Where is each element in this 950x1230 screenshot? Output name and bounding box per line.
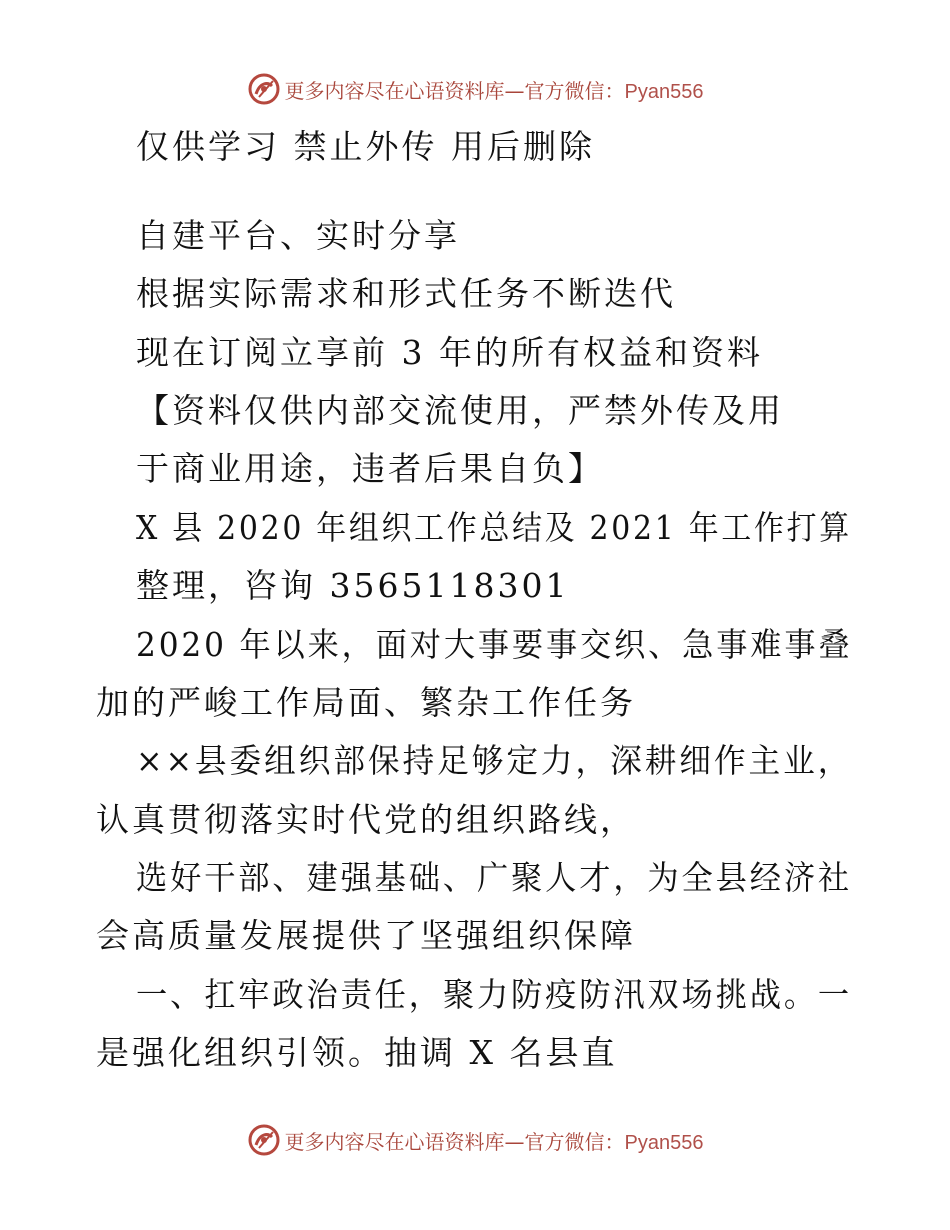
watermark-text [285,1126,704,1155]
platform-line: 自建平台、实时分享 [136,216,460,255]
paragraph-3-line-2: 会高质量发展提供了坚强组织保障 [96,916,636,955]
header-watermark [0,72,950,106]
watermark-separator: — [504,78,525,103]
watermark-wechat-id: Pyan556 [624,80,704,103]
section-1-line-1: 一、扛牢政治责任，聚力防疫防汛双场挑战。一 [136,975,853,1014]
paragraph-2-line-2: 认真贯彻落实时代党的组织路线， [96,800,636,839]
footer-watermark [0,1123,950,1157]
paragraph-1-line-2: 加的严峻工作局面、繁杂工作任务 [96,683,636,722]
logo-icon [247,72,281,106]
watermark-main: 更多内容尽在心语资料库 [284,1129,505,1154]
subscription-line: 现在订阅立享前 3 年的所有权益和资料 [136,333,763,372]
contact-line: 整理，咨询 3565118301 [136,566,570,605]
logo-icon [247,1123,281,1157]
watermark-wechat-label: 官方微信： [524,1129,625,1154]
paragraph-2-line-1: ××县委组织部保持足够定力，深耕细作主业， [136,741,853,780]
watermark-wechat-id: Pyan556 [624,1131,704,1154]
watermark-text [285,75,704,104]
paragraph-1-line-1: 2020 年以来，面对大事要事交织、急事难事叠 [136,625,853,664]
watermark-main: 更多内容尽在心语资料库 [284,78,505,103]
disclaimer-line-1: 【资料仅供内部交流使用，严禁外传及用 [136,391,784,430]
iteration-line: 根据实际需求和形式任务不断迭代 [136,274,676,313]
notice-line: 仅供学习 禁止外传 用后删除 [136,127,595,166]
watermark-separator: — [504,1129,525,1154]
section-1-line-2: 是强化组织引领。抽调 X 名县直 [96,1033,618,1072]
watermark-wechat-label: 官方微信： [524,78,625,103]
document-title: X 县 2020 年组织工作总结及 2021 年工作打算 [136,508,852,547]
paragraph-3-line-1: 选好干部、建强基础、广聚人才，为全县经济社 [136,858,853,897]
disclaimer-line-2: 于商业用途，违者后果自负】 [136,449,604,488]
